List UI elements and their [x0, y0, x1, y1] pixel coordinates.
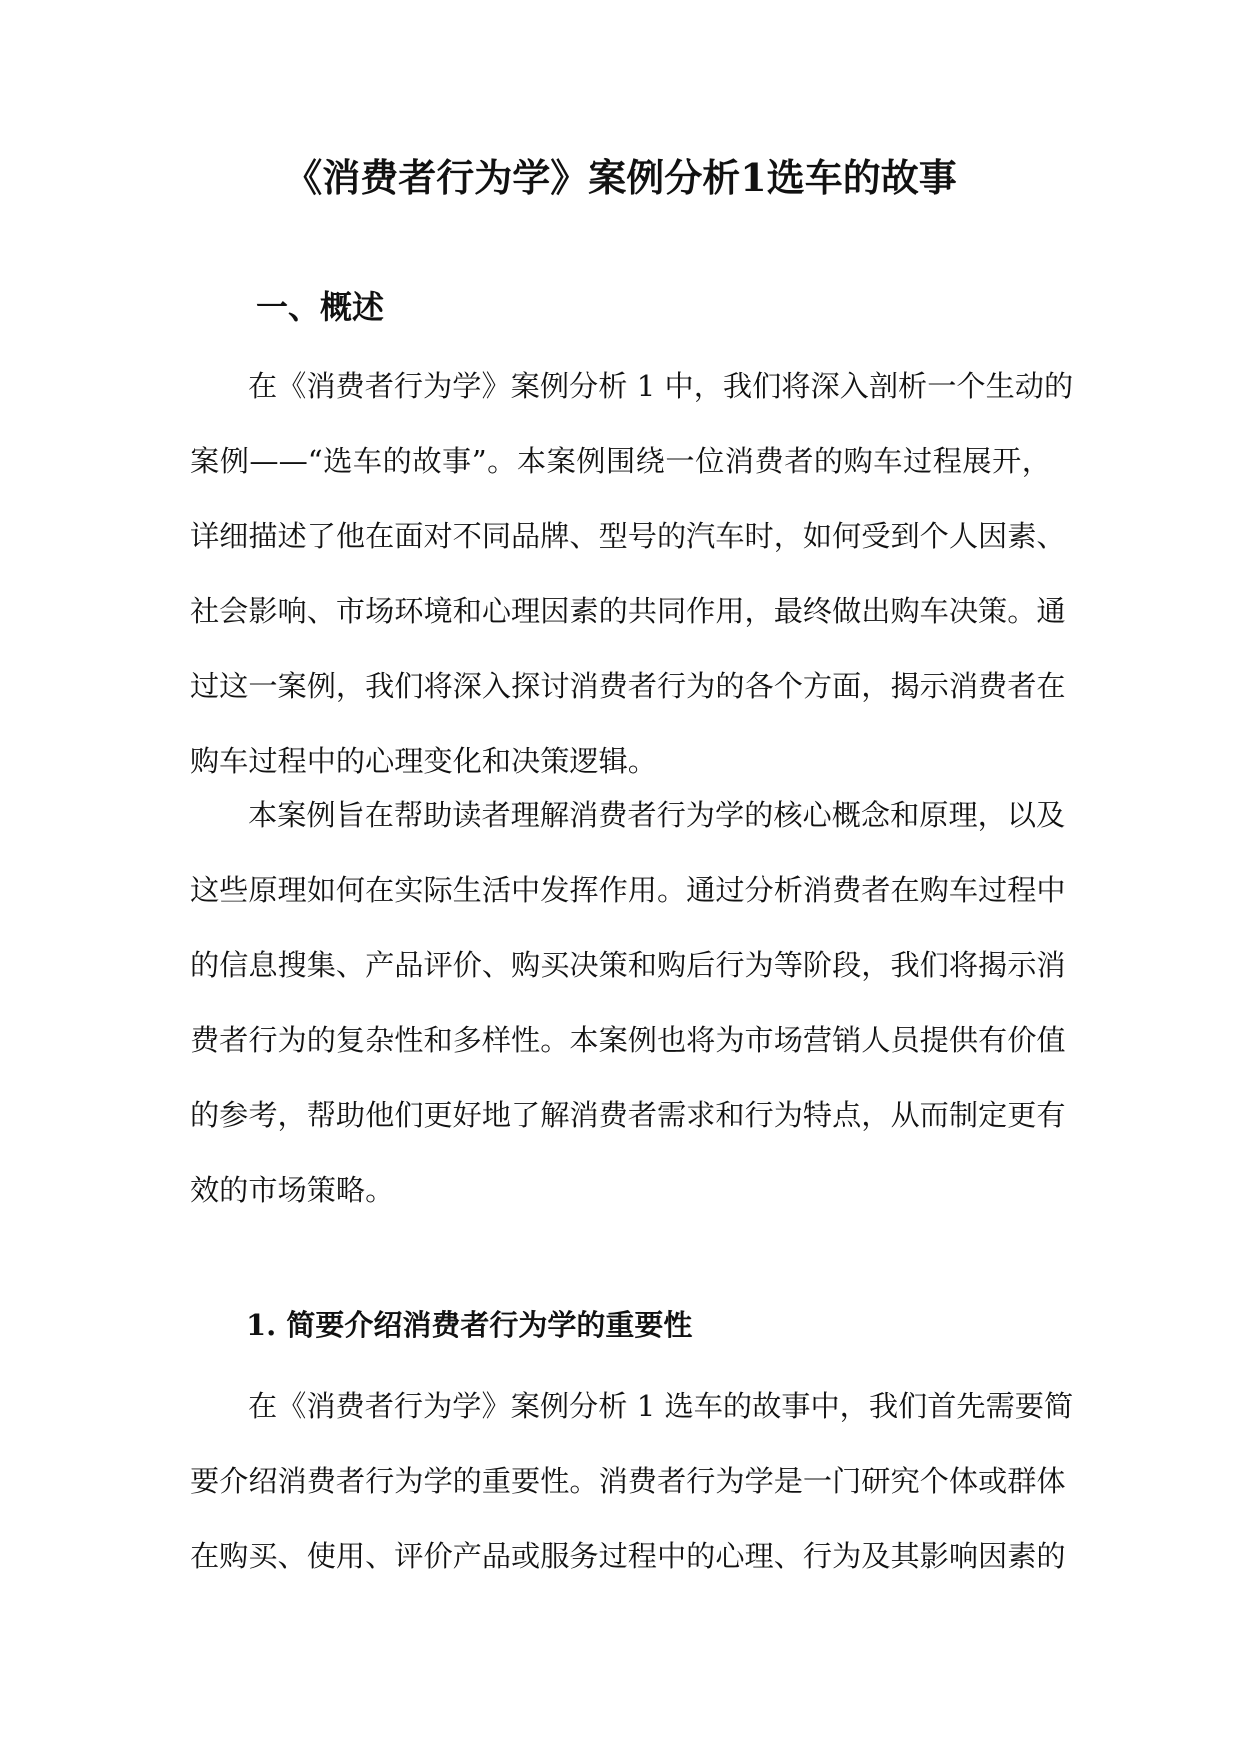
paragraph-line: 购车过程中的心理变化和决策逻辑。 — [190, 744, 657, 778]
paragraph-line: 本案例旨在帮助读者理解消费者行为学的核心概念和原理，以及 — [248, 798, 1066, 832]
subsection-heading-importance: 1. 简要介绍消费者行为学的重要性 — [246, 1308, 693, 1342]
importance-paragraph — [190, 1369, 1074, 1594]
paragraph-line: 过这一案例，我们将深入探讨消费者行为的各个方面，揭示消费者在 — [190, 669, 1066, 703]
paragraph-line: 这些原理如何在实际生活中发挥作用。通过分析消费者在购车过程中 — [190, 873, 1066, 907]
paragraph-line: 的信息搜集、产品评价、购买决策和购后行为等阶段，我们将揭示消 — [190, 948, 1066, 982]
paragraph-line: 社会影响、市场环境和心理因素的共同作用，最终做出购车决策。通 — [190, 594, 1066, 628]
paragraph-line: 详细描述了他在面对不同品牌、型号的汽车时，如何受到个人因素、 — [190, 519, 1066, 553]
paragraph-line: 费者行为的复杂性和多样性。本案例也将为市场营销人员提供有价值 — [190, 1023, 1066, 1057]
document-title: 《消费者行为学》案例分析1选车的故事 — [284, 155, 957, 200]
overview-paragraph-2 — [190, 778, 1066, 1228]
paragraph-line: 在购买、使用、评价产品或服务过程中的心理、行为及其影响因素的 — [190, 1539, 1066, 1573]
paragraph-line: 在《消费者行为学》案例分析 1 中，我们将深入剖析一个生动的 — [248, 369, 1074, 403]
paragraph-line: 案例——“选车的故事”。本案例围绕一位消费者的购车过程展开， — [190, 444, 1051, 478]
section-heading-overview: 一、概述 — [256, 288, 385, 326]
overview-paragraph-1 — [190, 349, 1074, 799]
paragraph-line: 效的市场策略。 — [190, 1173, 395, 1207]
paragraph-line: 的参考，帮助他们更好地了解消费者需求和行为特点，从而制定更有 — [190, 1098, 1066, 1132]
paragraph-line: 在《消费者行为学》案例分析 1 选车的故事中，我们首先需要简 — [248, 1389, 1074, 1423]
paragraph-line: 要介绍消费者行为学的重要性。消费者行为学是一门研究个体或群体 — [190, 1464, 1066, 1498]
